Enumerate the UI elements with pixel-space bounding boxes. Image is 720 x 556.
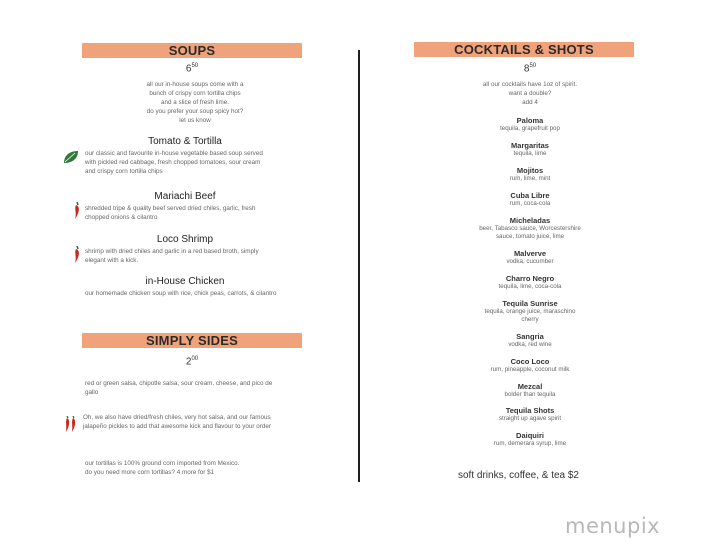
cocktails-intro: all our cocktails have 1oz of spirit. want a double? add 4 bbox=[482, 81, 578, 106]
dish-description: our classic and favourite in-house vegetable based soup served with pickled red cabbage, fresh chopped tomatoes, sour cream and crispy corn tortilla chips bbox=[85, 150, 263, 175]
sides-heading: SIMPLY SIDES bbox=[82, 333, 302, 348]
cocktail-item: Charro Negro tequila, lime, coca-cola bbox=[498, 274, 562, 290]
cocktail-item: Daiquiri rum, demerara syrup, lime bbox=[493, 431, 567, 447]
soft-drinks-line: soft drinks, coffee, & tea $2 bbox=[458, 470, 579, 481]
cocktail-item: Cuba Libre rum, coca-cola bbox=[509, 191, 551, 207]
dish-title: Loco Shrimp bbox=[156, 234, 214, 245]
cocktail-item: Micheladas beer, Tabasco sauce, Worcestershire sauce, tomato juice, lime bbox=[479, 216, 581, 240]
cocktail-item: Mezcal bolder than tequila bbox=[504, 382, 556, 398]
dish-description: our homemade chicken soup with rice, chick peas, carrots, & cilantro bbox=[85, 290, 277, 297]
cocktail-item: Coco Loco rum, pineapple, coconut milk bbox=[490, 357, 570, 373]
dish-title: in-House Chicken bbox=[145, 276, 225, 287]
soups-price: $6^{50}$ bbox=[185, 63, 199, 75]
cocktails-heading: COCKTAILS & SHOTS bbox=[414, 42, 634, 57]
cocktail-item: Malverve vodka, cucumber bbox=[506, 249, 554, 265]
dish-title: Mariachi Beef bbox=[154, 191, 216, 202]
cocktail-item: Paloma tequila, grapefruit pop bbox=[500, 116, 560, 132]
cocktail-item: Sangria vodka, red wine bbox=[508, 332, 552, 348]
chili-icon bbox=[72, 246, 82, 269]
cocktail-item: Margaritas tequila, lime bbox=[511, 141, 549, 157]
sides-list: red or green salsa, chipotle salsa, sour cream, cheese, and pico de gallo bbox=[85, 380, 273, 396]
menupix-watermark: menupix bbox=[565, 514, 661, 538]
dish-title: Tomato & Tortilla bbox=[148, 136, 222, 147]
sides-price: $2^{00}$ bbox=[185, 356, 199, 368]
soups-intro: all our in-house soups come with a bunch of crispy corn tortilla chips and a slice of fresh lime. do you prefer your soup spicy hot? let us know bbox=[146, 81, 244, 124]
column-divider bbox=[358, 50, 360, 482]
sides-tortillas: our tortillas is 100% ground corn imported from Mexico. do you need more corn tortillas? 4 more for $1 bbox=[85, 460, 240, 476]
cocktails-price: $8^{50}$ bbox=[523, 63, 537, 75]
chili-pair-icon bbox=[64, 416, 78, 439]
leaf-icon bbox=[63, 150, 79, 169]
dish-description: shredded tripe & quality beef served dried chiles, garlic, fresh chopped onions & cilantro bbox=[85, 205, 256, 221]
chili-icon bbox=[72, 202, 82, 225]
cocktail-item: Tequila Sunrise tequila, orange juice, maraschino cherry bbox=[484, 299, 576, 323]
cocktail-item: Tequila Shots straight up agave spirit bbox=[498, 406, 562, 422]
soups-heading: SOUPS bbox=[82, 43, 302, 58]
cocktail-item: Mojitos rum, lime, mint bbox=[509, 166, 551, 182]
dish-description: shrimp with dried chiles and garlic in a red based broth, simply elegant with a kick. bbox=[85, 248, 259, 264]
sides-note: Oh, we also have dried/fresh chiles, very hot salsa, and our famous jalapeño pickles to add that awesome kick and flavour to your order bbox=[83, 414, 271, 430]
